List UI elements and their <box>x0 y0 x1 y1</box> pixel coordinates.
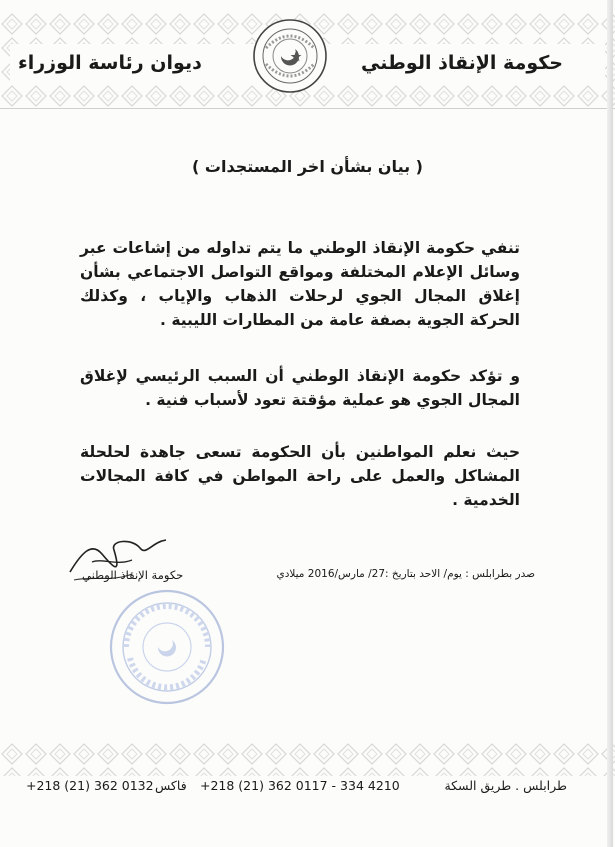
footer-fax-label: فاكس <box>155 778 187 793</box>
government-emblem-icon <box>252 18 328 94</box>
statement-paragraph-2: و تؤكد حكومة الإنقاذ الوطني أن السبب الرئيسي لإغلاق المجال الجوي هو عملية مؤقتة تعود لأسباب فنية . <box>80 367 520 409</box>
decorative-footer-pattern <box>0 742 615 776</box>
statement-title: ( بيان بشأن اخر المستجدات ) <box>192 157 423 176</box>
footer-address: طرابلس . طريق السكة <box>444 778 567 793</box>
government-name: حكومة الإنقاذ الوطني <box>361 52 563 74</box>
signer-name: حكومة الإنقاذ الوطني <box>82 568 184 582</box>
official-stamp <box>108 588 226 706</box>
page-edge-shadow <box>607 0 613 847</box>
footer-phone: +218 (21) 362 0117 - 334 4210 <box>200 778 400 793</box>
footer-fax: +218 (21) 362 0132 <box>26 778 154 793</box>
statement-paragraph-3: حيث نعلم المواطنين بأن الحكومة تسعى جاهدة لحلحلة المشاكل والعمل على راحة المواطن في كافة المجالات الخدمية . <box>80 443 520 509</box>
issued-date-line: صدر بطرابلس : يوم/ الاحد بتاريخ :27/ مارس/2016 ميلادي <box>276 568 535 580</box>
header-divider <box>0 108 615 109</box>
statement-paragraph-1: تنفي حكومة الإنقاذ الوطني ما يتم تداوله من إشاعات عبر وسائل الإعلام المختلفة ومواقع التواصل الاجتماعي بشأن إغلاق المجال الجوي لرحلات الذهاب والإياب ، وكذلك الحركة الجوية بصفة عامة من المطارات الليبية . <box>80 239 520 329</box>
office-name: ديوان رئاسة الوزراء <box>18 52 202 74</box>
